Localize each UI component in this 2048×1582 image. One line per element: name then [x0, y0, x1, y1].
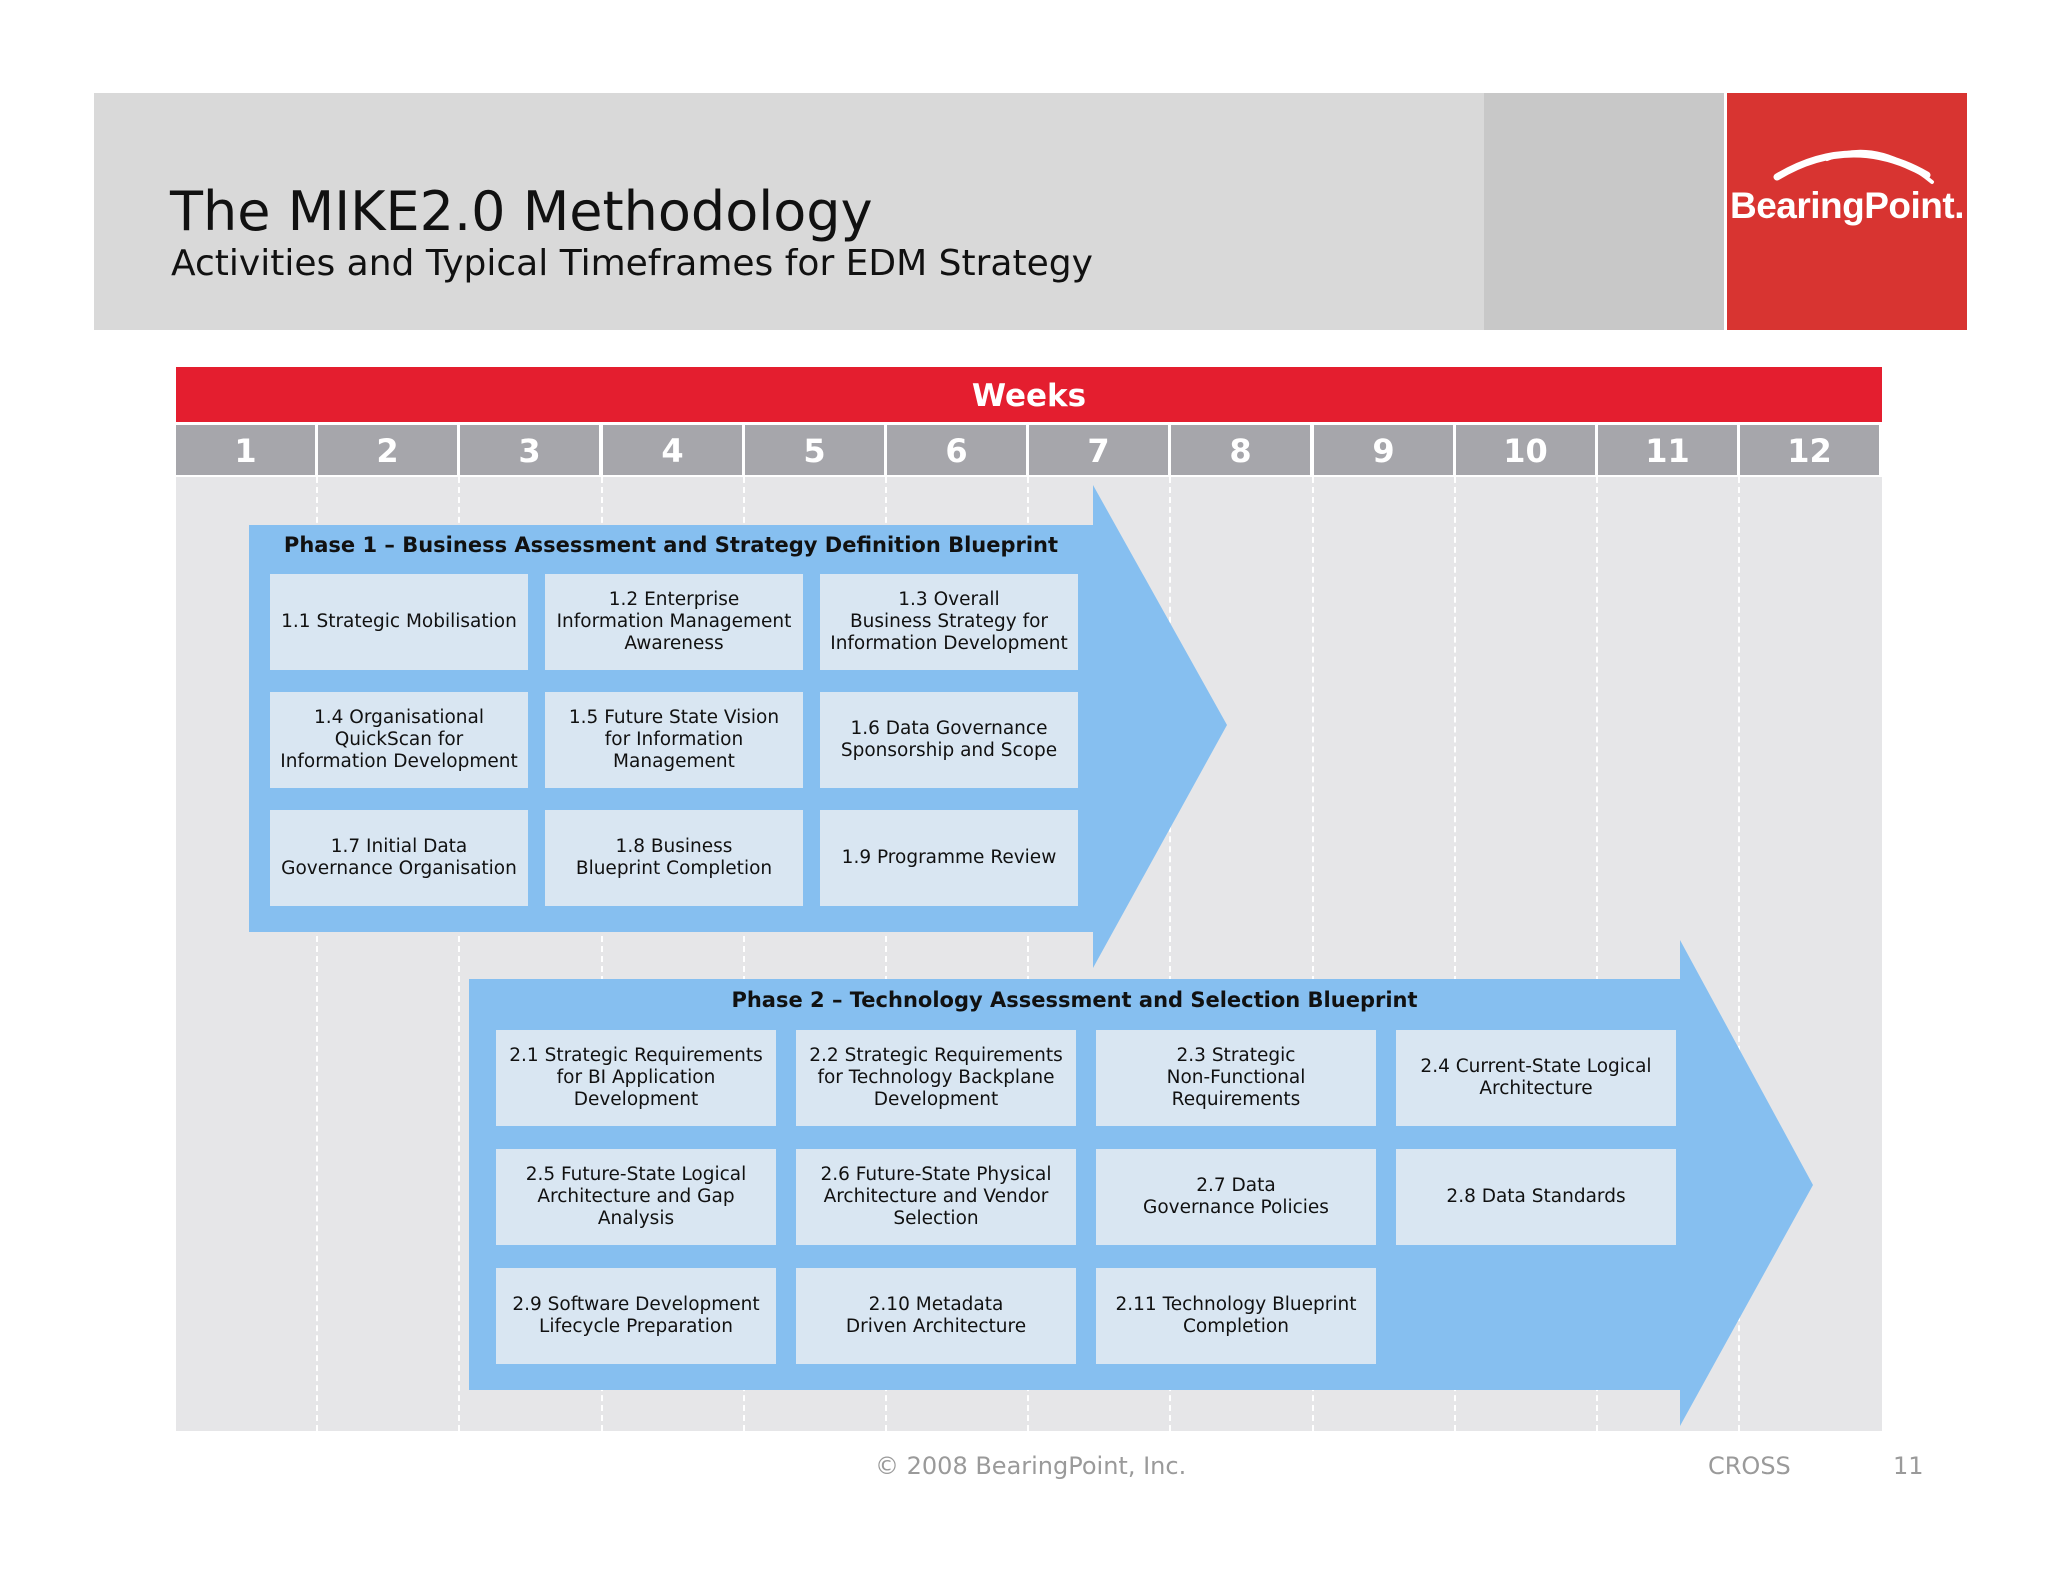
week-10: 10 — [1456, 425, 1595, 475]
phase2-activity-box: 2.10 Metadata Driven Architecture — [796, 1268, 1076, 1364]
page-subtitle: Activities and Typical Timeframes for EDM Strategy — [171, 243, 1093, 284]
phase1-activity-box: 1.9 Programme Review — [820, 810, 1078, 906]
phase2-activity-box: 2.1 Strategic Requirements for BI Application Development — [496, 1030, 776, 1126]
phase1-activity-box: 1.1 Strategic Mobilisation — [270, 574, 528, 670]
week-9: 9 — [1314, 425, 1453, 475]
phase1-activity-box: 1.3 Overall Business Strategy for Information Development — [820, 574, 1078, 670]
phase2-activity-box: 2.6 Future-State Physical Architecture and Vendor Selection — [796, 1149, 1076, 1245]
phase1-activity-box: 1.2 Enterprise Information Management Awareness — [545, 574, 803, 670]
week-4: 4 — [603, 425, 742, 475]
phase2-activity-box: 2.5 Future-State Logical Architecture and Gap Analysis — [496, 1149, 776, 1245]
week-3: 3 — [460, 425, 599, 475]
phase2-title: Phase 2 – Technology Assessment and Selection Blueprint — [731, 988, 1418, 1012]
week-2: 2 — [318, 425, 457, 475]
phase1-activity-box: 1.7 Initial Data Governance Organisation — [270, 810, 528, 906]
phase1-activity-box: 1.8 Business Blueprint Completion — [545, 810, 803, 906]
week-8: 8 — [1171, 425, 1310, 475]
phase1-activity-box: 1.6 Data Governance Sponsorship and Scope — [820, 692, 1078, 788]
logo-text: BearingPoint. — [1729, 185, 1965, 226]
page-title: The MIKE2.0 Methodology — [170, 180, 873, 243]
page-number: 11 — [1893, 1452, 1924, 1480]
phase2-activity-box: 2.8 Data Standards — [1396, 1149, 1676, 1245]
phase2-activity-box: 2.2 Strategic Requirements for Technology Backplane Development — [796, 1030, 1076, 1126]
phase1-title: Phase 1 – Business Assessment and Strategy Definition Blueprint — [283, 533, 1059, 557]
phase1-activity-box: 1.4 Organisational QuickScan for Information Development — [270, 692, 528, 788]
footer-label: CROSS — [1708, 1452, 1791, 1480]
week-5: 5 — [745, 425, 884, 475]
phase1-activity-box: 1.5 Future State Vision for Information Management — [545, 692, 803, 788]
footer-copyright: © 2008 BearingPoint, Inc. — [875, 1452, 1187, 1480]
week-7: 7 — [1029, 425, 1168, 475]
weeks-header: Weeks — [176, 367, 1882, 422]
week-11: 11 — [1598, 425, 1737, 475]
phase2-activity-box: 2.3 Strategic Non-Functional Requirements — [1096, 1030, 1376, 1126]
phase2-activity-box: 2.11 Technology Blueprint Completion — [1096, 1268, 1376, 1364]
week-6: 6 — [887, 425, 1026, 475]
week-1: 1 — [176, 425, 315, 475]
phase2-activity-box: 2.7 Data Governance Policies — [1096, 1149, 1376, 1245]
phase2-activity-box: 2.9 Software Development Lifecycle Preparation — [496, 1268, 776, 1364]
week-12: 12 — [1740, 425, 1879, 475]
phase2-activity-box: 2.4 Current-State Logical Architecture — [1396, 1030, 1676, 1126]
